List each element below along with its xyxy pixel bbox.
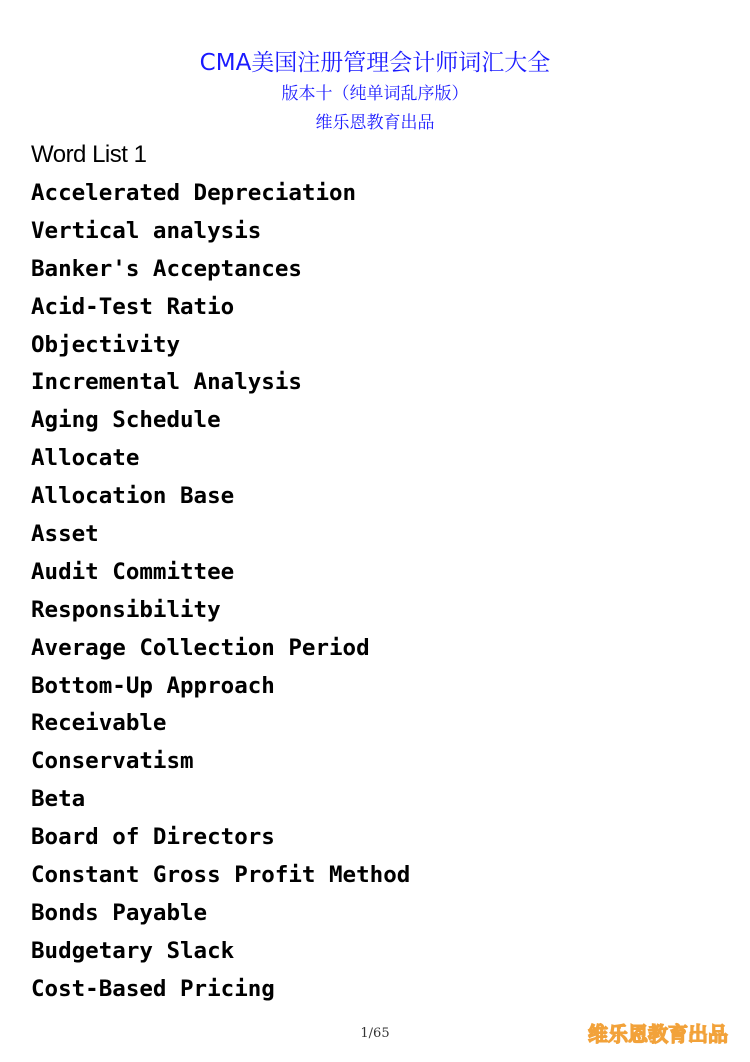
word-item: Budgetary Slack [31, 937, 235, 964]
word-item: Aging Schedule [31, 407, 221, 434]
publisher-watermark: 维乐恩教育出品 [588, 1022, 728, 1046]
word-item: Receivable [31, 710, 167, 737]
word-item: Bonds Payable [31, 899, 208, 926]
word-item: Vertical analysis [31, 217, 262, 244]
word-item: Acid-Test Ratio [31, 293, 235, 320]
word-item: Allocate [31, 445, 140, 472]
document-title: CMA美国注册管理会计师词汇大全 [199, 50, 551, 76]
word-item: Accelerated Depreciation [31, 180, 357, 206]
word-list-heading: Word List 1 [31, 141, 147, 168]
word-item: Responsibility [31, 596, 221, 623]
word-item: Bottom-Up Approach [31, 672, 275, 699]
word-item: Audit Committee [31, 558, 235, 585]
word-item: Incremental Analysis [31, 369, 302, 396]
word-list [31, 175, 410, 1009]
word-item: Banker's Acceptances [31, 255, 302, 282]
word-item: Board of Directors [31, 824, 275, 851]
word-item: Objectivity [31, 331, 181, 358]
word-item: Cost-Based Pricing [31, 975, 275, 1002]
word-item: Constant Gross Profit Method [31, 862, 411, 889]
word-item: Conservatism [31, 748, 194, 775]
page-number: 1/65 [360, 1026, 390, 1041]
word-item: Asset [31, 521, 99, 548]
word-item: Average Collection Period [31, 634, 370, 661]
word-item: Beta [31, 786, 86, 813]
document-subtitle: 版本十（纯单词乱序版） [281, 84, 469, 104]
publisher-line: 维乐恩教育出品 [315, 113, 435, 133]
word-item: Allocation Base [31, 483, 235, 510]
